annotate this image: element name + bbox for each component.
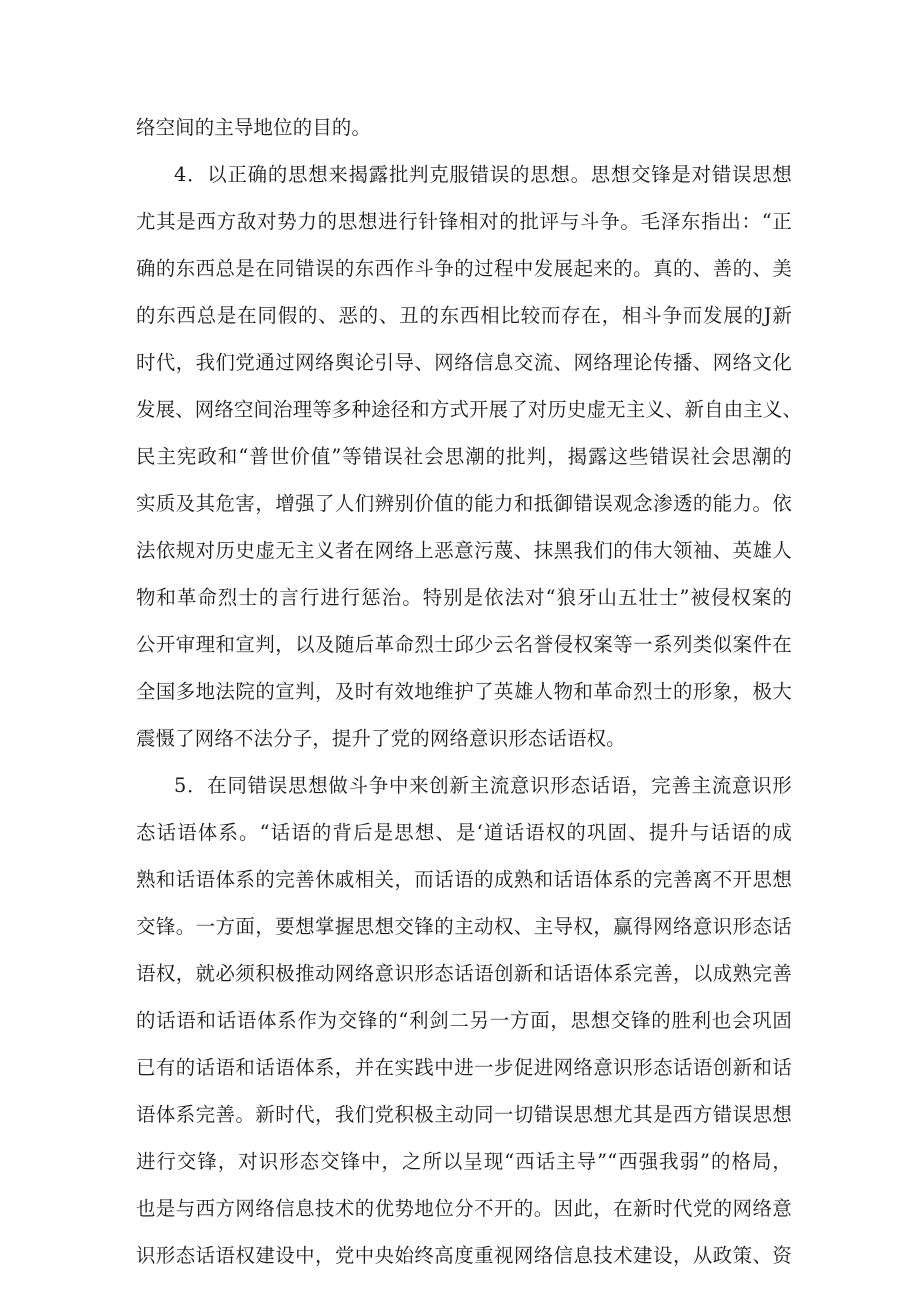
text-line: 进行交锋，对识形态交锋中，之所以呈现“西话主导”“西强我弱”的格局， [136, 1150, 792, 1173]
text-line: 已有的话语和话语体系，并在实践中进一步促进网络意识形态话语创新和话 [136, 1056, 792, 1079]
text-line: 熟和话语体系的完善休戚相关，而话语的成熟和话语体系的完善离不开思想 [136, 868, 792, 891]
text-line: 交锋。一方面，要想掌握思想交锋的主动权、主导权，赢得网络意识形态话 [136, 915, 792, 938]
text-line: 络空间的主导地位的目的。 [136, 116, 372, 139]
text-line: 时代，我们党通过网络舆论引导、网络信息交流、网络理论传播、网络文化 [136, 351, 792, 374]
text-line: 尤其是西方敌对势力的思想进行针锋相对的批评与斗争。毛泽东指出：“正 [136, 210, 792, 233]
text-line: 态话语体系。“话语的背后是思想、是‘道话语权的巩固、提升与话语的成 [136, 821, 792, 844]
text-line: 语体系完善。新时代，我们党积极主动同一切错误思想尤其是西方错误思想 [136, 1103, 792, 1126]
text-line: 民主宪政和“普世价值”等错误社会思潮的批判，揭露这些错误社会思潮的 [136, 445, 792, 468]
text-line: 的东西总是在同假的、恶的、丑的东西相比较而存在，相斗争而发展的J新 [136, 304, 792, 327]
text-line: 发展、网络空间治理等多种途径和方式开展了对历史虚无主义、新自由主义、 [136, 398, 803, 421]
text-line: 震慑了网络不法分子，提升了党的网络意识形态话语权。 [136, 727, 626, 750]
paragraph-4-first-line: 4．以正确的思想来揭露批判克服错误的思想。思想交锋是对错误思想 [174, 163, 792, 186]
paragraph-5-first-line: 5．在同错误思想做斗争中来创新主流意识形态话语，完善主流意识形 [174, 774, 792, 797]
text-line: 物和革命烈士的言行进行惩治。特别是依法对“狼牙山五壮士”被侵权案的 [136, 586, 792, 609]
text-line: 确的东西总是在同错误的东西作斗争的过程中发展起来的。真的、善的、美 [136, 257, 792, 280]
text-line: 的话语和话语体系作为交锋的“利剑二另一方面，思想交锋的胜利也会巩固 [136, 1009, 792, 1032]
text-line: 全国多地法院的宣判，及时有效地维护了英雄人物和革命烈士的形象，极大 [136, 680, 792, 703]
text-line: 语权，就必须积极推动网络意识形态话语创新和话语体系完善，以成熟完善 [136, 962, 792, 985]
text-line: 也是与西方网络信息技术的优势地位分不开的。因此，在新时代党的网络意 [136, 1197, 792, 1220]
text-line: 法依规对历史虚无主义者在网络上恶意污蔑、抹黑我们的伟大领袖、英雄人 [136, 539, 792, 562]
text-line: 实质及其危害，增强了人们辨别价值的能力和抵御错误观念渗透的能力。依 [136, 492, 792, 515]
text-line: 识形态话语权建设中，党中央始终高度重视网络信息技术建设，从政策、资 [136, 1244, 792, 1267]
text-line: 公开审理和宣判，以及随后革命烈士邱少云名誉侵权案等一系列类似案件在 [136, 633, 792, 656]
